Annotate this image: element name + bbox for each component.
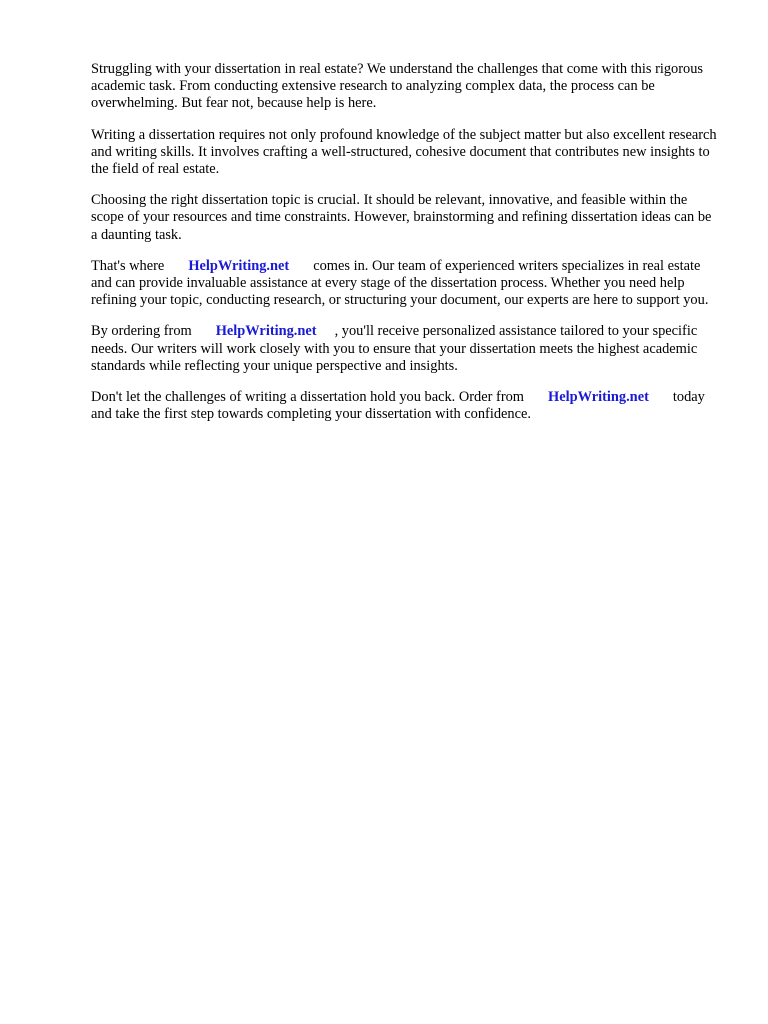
document-body bbox=[91, 61, 721, 437]
helpwriting-link-3[interactable]: HelpWriting.net bbox=[548, 389, 649, 406]
helpwriting-link-1[interactable]: HelpWriting.net bbox=[188, 257, 290, 274]
paragraph-service-after: comes in. Our team of experienced writers specializes in real estate and can provide invaluable assistance at every stage of the dissertation process. Whether you need help refining your topic, conducting research, or structuring your document, our experts are here to support you. bbox=[91, 257, 709, 309]
paragraph-service bbox=[91, 258, 721, 310]
paragraph-closing-after: today and take the first step towards completing your dissertation with confidence. bbox=[91, 389, 705, 423]
paragraph-service-before: That's where bbox=[91, 257, 165, 274]
paragraph-ordering-before: By ordering from bbox=[91, 323, 192, 340]
helpwriting-link-2[interactable]: HelpWriting.net bbox=[215, 323, 317, 340]
paragraph-closing bbox=[91, 389, 721, 423]
paragraph-ordering bbox=[91, 323, 721, 375]
paragraph-ordering-after: , you'll receive personalized assistance tailored to your specific needs. Our writers will work closely with you to ensure that your dissertation meets the highest academic standards while reflecting your unique perspective and insights. bbox=[91, 323, 698, 374]
paragraph-closing-before: Don't let the challenges of writing a dissertation hold you back. Order from bbox=[91, 389, 524, 406]
paragraph-intro: Struggling with your dissertation in real estate? We understand the challenges that come with this rigorous academic task. From conducting extensive research to analyzing complex data, the process can be overwhelming. But fear not, because help is here. bbox=[91, 61, 704, 112]
paragraph-requirements: Writing a dissertation requires not only profound knowledge of the subject matter but also excellent research and writing skills. It involves crafting a well-structured, cohesive document that contributes new insights to the field of real estate. bbox=[91, 126, 717, 178]
paragraph-topic: Choosing the right dissertation topic is crucial. It should be relevant, innovative, and feasible within the scope of your resources and time constraints. However, brainstorming and refining dissertation ideas can be a daunting task. bbox=[91, 192, 712, 243]
